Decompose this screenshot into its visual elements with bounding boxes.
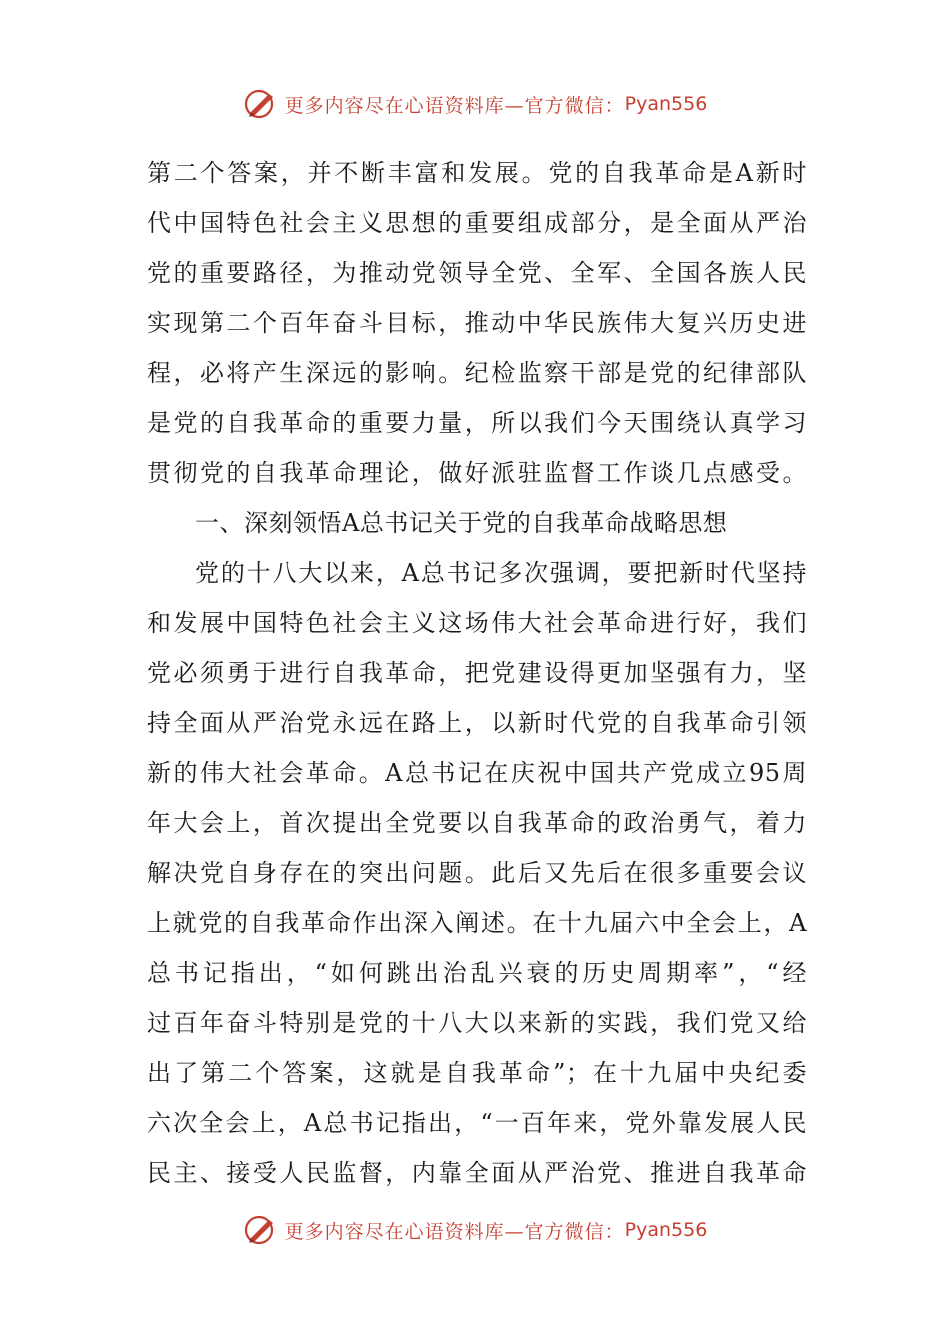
- text-line: 党的十八大以来，A总书记多次强调，要把新时代坚持: [195, 559, 807, 587]
- pen-logo-icon: [243, 1212, 279, 1248]
- watermark-id: Pyan556: [624, 1219, 708, 1241]
- text-line: 第二个答案，并不断丰富和发展。党的自我革命是A新时: [147, 159, 807, 187]
- text-line: 年大会上，首次提出全党要以自我革命的政治勇气，着力: [147, 809, 807, 837]
- text-line: 代中国特色社会主义思想的重要组成部分，是全面从严治: [147, 209, 807, 237]
- footer-watermark: [0, 1210, 950, 1250]
- pen-logo-icon: [243, 86, 279, 122]
- paragraph-1: [147, 148, 807, 498]
- text-line: 持全面从严治党永远在路上，以新时代党的自我革命引领: [147, 709, 807, 737]
- watermark-text: 更多内容尽在心语资料库—官方微信：: [284, 1220, 625, 1243]
- text-line: 党的重要路径，为推动党领导全党、全军、全国各族人民: [147, 259, 807, 287]
- text-line: 实现第二个百年奋斗目标，推动中华民族伟大复兴历史进: [147, 309, 807, 337]
- text-line: 解决党自身存在的突出问题。此后又先后在很多重要会议: [147, 859, 807, 887]
- text-line: 六次全会上，A总书记指出，“一百年来，党外靠发展人民: [147, 1109, 807, 1137]
- text-line: 程，必将产生深远的影响。纪检监察干部是党的纪律部队: [147, 359, 807, 387]
- watermark-text: 更多内容尽在心语资料库—官方微信：: [284, 94, 625, 117]
- text-line: 上就党的自我革命作出深入阐述。在十九届六中全会上，A: [147, 909, 807, 937]
- watermark-id: Pyan556: [624, 93, 708, 115]
- text-line: 总书记指出，“如何跳出治乱兴衰的历史周期率”，“经: [147, 959, 807, 987]
- text-line: 贯彻党的自我革命理论，做好派驻监督工作谈几点感受。: [147, 459, 807, 487]
- text-line: 出了第二个答案，这就是自我革命”；在十九届中央纪委: [147, 1059, 807, 1087]
- text-line: 是党的自我革命的重要力量，所以我们今天围绕认真学习: [147, 409, 807, 437]
- text-line: 党必须勇于进行自我革命，把党建设得更加坚强有力，坚: [147, 659, 807, 687]
- text-line: 和发展中国特色社会主义这场伟大社会革命进行好，我们: [147, 609, 807, 637]
- header-watermark: [0, 84, 950, 124]
- text-line: 民主、接受人民监督，内靠全面从严治党、推进自我革命: [147, 1159, 807, 1187]
- document-body: [147, 148, 807, 1198]
- text-line: 新的伟大社会革命。A总书记在庆祝中国共产党成立95周: [147, 759, 807, 787]
- paragraph-2: [147, 548, 807, 1198]
- section-heading: 一、深刻领悟A总书记关于党的自我革命战略思想: [195, 509, 728, 537]
- text-line: 过百年奋斗特别是党的十八大以来新的实践，我们党又给: [147, 1009, 807, 1037]
